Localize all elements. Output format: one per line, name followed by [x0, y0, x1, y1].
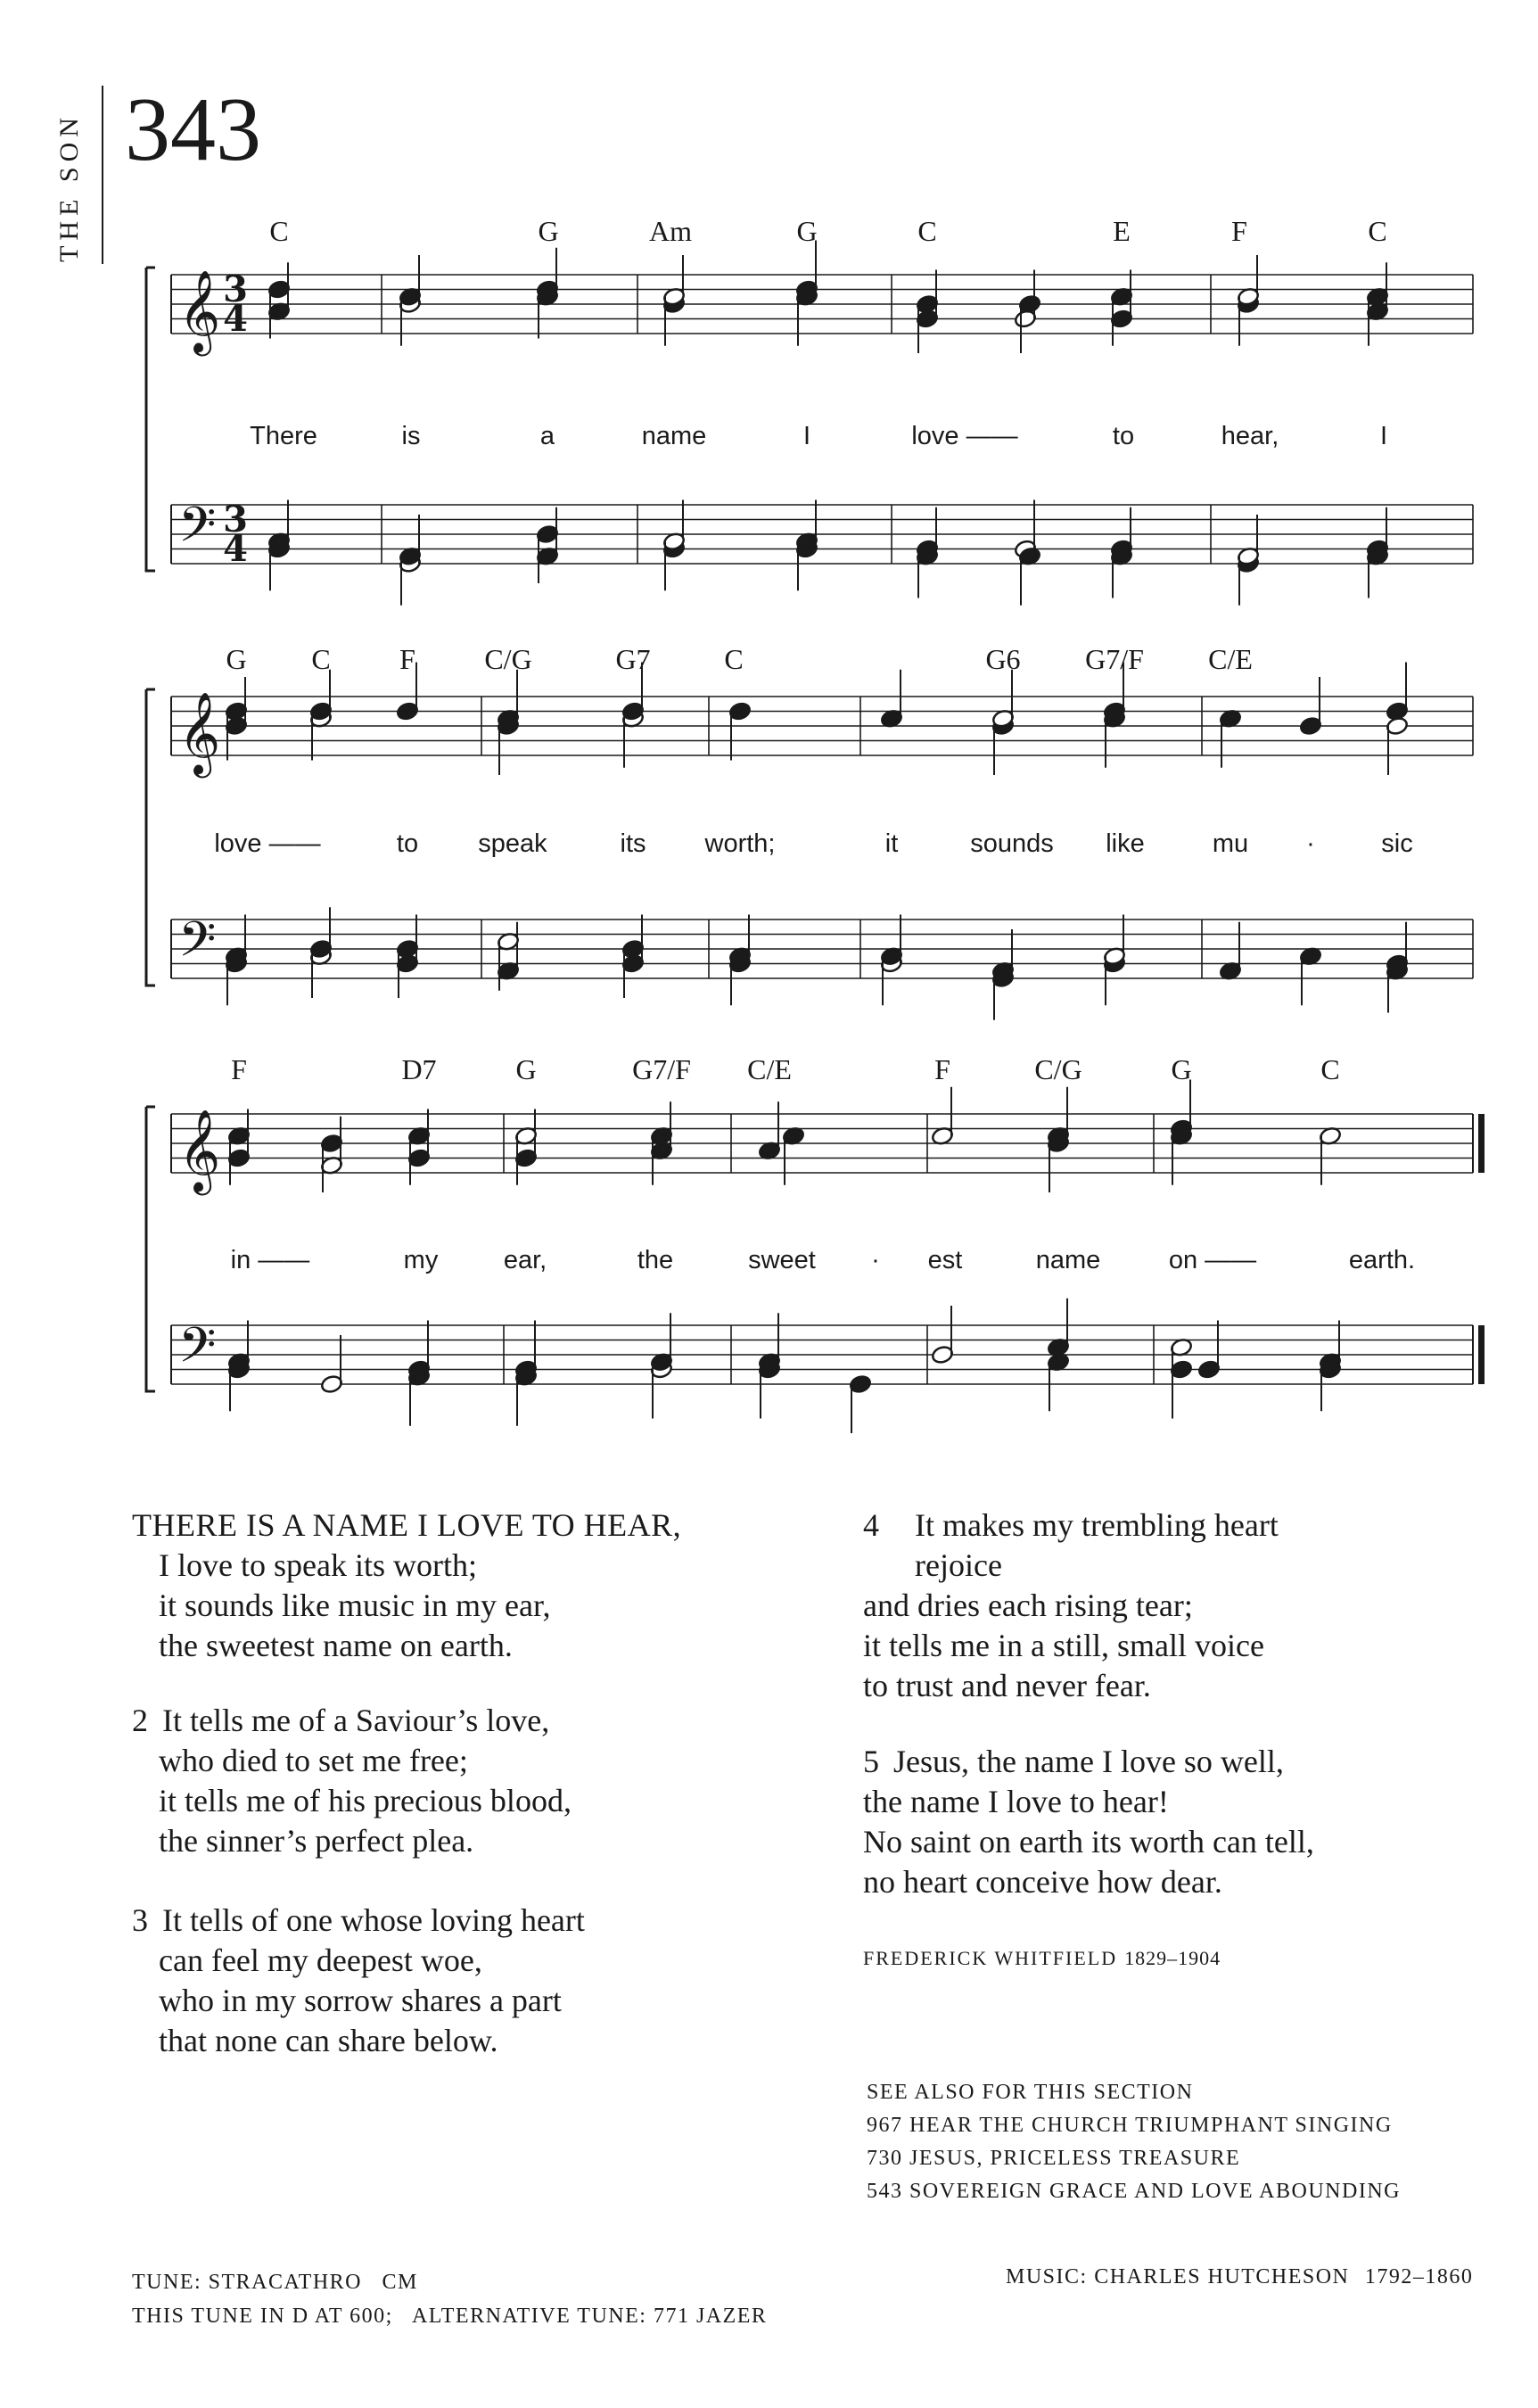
verse-number: 5: [863, 1744, 879, 1779]
treble-clef-icon: 𝄞: [178, 269, 221, 352]
final-barline: [1478, 1114, 1485, 1173]
music-system: [146, 1053, 1485, 1433]
see-also-item[interactable]: [867, 2142, 1401, 2175]
lyric-syllable: There: [250, 422, 317, 450]
chord-symbol: C: [1368, 215, 1387, 247]
verse-line: that none can share below.: [159, 2023, 498, 2058]
verse-1: [132, 1505, 681, 1666]
see-also-item[interactable]: [867, 2109, 1401, 2142]
music-system: [146, 215, 1473, 606]
verse-line-text: It tells me of a Saviour’s love,: [162, 1703, 550, 1738]
verse-4: [863, 1505, 1279, 1706]
lyric-syllable: worth;: [704, 829, 776, 858]
chord-symbol: E: [1113, 215, 1131, 247]
chord-symbol: Am: [649, 215, 692, 247]
alternative-tune: THIS TUNE IN D AT 600; ALTERNATIVE TUNE: 771 JAZER: [132, 2305, 768, 2328]
lyric-syllable: love ——: [911, 422, 1018, 450]
lyric-syllable: earth.: [1348, 1246, 1416, 1274]
section-label-text: THE SON: [54, 112, 84, 262]
lyric-syllable: in ——: [230, 1246, 310, 1274]
lyric-syllable: speak: [478, 829, 547, 858]
final-barline: [1478, 1325, 1485, 1384]
verse-line: rejoice: [915, 1547, 1002, 1583]
verse-line-text: It makes my trembling heart: [915, 1507, 1279, 1543]
lyric-syllable: sic: [1381, 829, 1413, 858]
verse-line: no heart conceive how dear.: [863, 1864, 1222, 1900]
chord-symbol: G: [538, 215, 559, 247]
system-bracket: [146, 1107, 155, 1391]
verse-line: I love to speak its worth;: [159, 1547, 477, 1583]
tune-info: [132, 2265, 767, 2333]
verse-number: 2: [132, 1703, 148, 1738]
chord-symbol: C/E: [747, 1053, 792, 1085]
chord-symbol: G: [1171, 1053, 1192, 1085]
music-credit: [1006, 2265, 1473, 2289]
verse-line: who in my sorrow shares a part: [159, 1983, 562, 2018]
chord-symbol: C: [1320, 1053, 1340, 1085]
see-also-number: 967: [867, 2114, 903, 2137]
see-also-title: JESUS, PRICELESS TREASURE: [909, 2147, 1241, 2170]
verse-line: can feel my deepest woe,: [159, 1942, 482, 1978]
lyric-syllable: hear,: [1221, 422, 1279, 450]
chord-symbol: C/G: [1034, 1053, 1082, 1085]
time-signature-top: 3: [223, 499, 248, 540]
verse-line: the sweetest name on earth.: [159, 1628, 513, 1663]
music-system: [146, 643, 1473, 1020]
chord-symbol: C: [724, 643, 744, 675]
verse-line-text: It tells of one whose loving heart: [162, 1902, 585, 1938]
lyric-syllable: I: [802, 422, 811, 450]
verse-line: the sinner’s perfect plea.: [159, 1823, 474, 1859]
lyric-syllable: ·: [871, 1246, 880, 1274]
verse-line: it tells me of his precious blood,: [159, 1783, 572, 1818]
lyric-syllable: sounds: [970, 829, 1054, 858]
verse-line-text: Jesus, the name I love so well,: [893, 1744, 1284, 1779]
chord-symbol: F: [399, 643, 415, 675]
see-also-number: 730: [867, 2147, 903, 2170]
lyric-syllable: name: [1035, 1246, 1101, 1274]
lyric-syllable: mu: [1212, 829, 1249, 858]
verse-line: [863, 1505, 1279, 1546]
lyric-syllable: est: [927, 1246, 963, 1274]
lyric-syllable: on ——: [1168, 1246, 1257, 1274]
treble-clef-icon: 𝄞: [178, 691, 221, 774]
bass-clef-icon: 𝄢: [178, 496, 217, 565]
bass-clef-icon: 𝄢: [178, 911, 217, 980]
lyric-syllable: its: [620, 829, 646, 858]
music-dates: 1792–1860: [1364, 2265, 1474, 2288]
verse-number: 4: [863, 1507, 879, 1543]
lyric-syllable: like: [1106, 829, 1145, 858]
tune-name: TUNE: STRACATHRO CM: [132, 2271, 418, 2294]
time-signature-top: 3: [223, 268, 248, 310]
verse-line: it sounds like music in my ear,: [159, 1587, 551, 1623]
lyric-syllable: it: [884, 829, 899, 858]
chord-symbol: G: [226, 643, 247, 675]
chord-symbol: D7: [401, 1053, 437, 1085]
see-also-number: 543: [867, 2180, 903, 2203]
lyric-syllable: ·: [1306, 829, 1315, 858]
system-bracket: [146, 268, 155, 571]
lyric-syllable: a: [539, 422, 555, 450]
time-signature-bottom: 4: [223, 298, 248, 340]
chord-symbol: C: [917, 215, 937, 247]
chord-symbol: F: [934, 1053, 950, 1085]
chord-symbol: C: [269, 215, 289, 247]
chord-symbol: C: [311, 643, 331, 675]
verse-line: [132, 1701, 572, 1741]
treble-clef-icon: 𝄞: [178, 1109, 221, 1192]
chord-symbol: C/E: [1208, 643, 1253, 675]
chord-symbol: G7/F: [1085, 643, 1144, 675]
see-also-heading: SEE ALSO FOR THIS SECTION: [867, 2081, 1194, 2104]
see-also-title: HEAR THE CHURCH TRIUMPHANT SINGING: [909, 2114, 1393, 2137]
chord-symbol: F: [231, 1053, 247, 1085]
lyric-syllable: name: [641, 422, 707, 450]
chord-symbol: G7: [615, 643, 651, 675]
chord-symbol: G: [515, 1053, 537, 1085]
music-composer: MUSIC: CHARLES HUTCHESON: [1006, 2265, 1350, 2288]
lyric-syllable: the: [637, 1246, 674, 1274]
verse-5: [863, 1742, 1314, 1902]
see-also-title: SOVEREIGN GRACE AND LOVE ABOUNDING: [909, 2180, 1401, 2203]
verse-line: [863, 1742, 1314, 1782]
verse-line: and dries each rising tear;: [863, 1587, 1193, 1623]
chord-symbol: G6: [985, 643, 1021, 675]
time-signature-bottom: 4: [223, 528, 248, 570]
verse-line: the name I love to hear!: [863, 1784, 1169, 1819]
verse-2: [132, 1701, 572, 1861]
lyric-syllable: is: [401, 422, 421, 450]
see-also: [867, 2076, 1401, 2208]
chord-symbol: C/G: [484, 643, 532, 675]
verse-number: 3: [132, 1902, 148, 1938]
author-name: FREDERICK WHITFIELD: [863, 1947, 1118, 1969]
verse-3: [132, 1901, 585, 2061]
see-also-item[interactable]: [867, 2175, 1401, 2208]
bass-clef-icon: 𝄢: [178, 1316, 217, 1386]
chord-symbol: G7/F: [632, 1053, 691, 1085]
chord-symbol: G: [796, 215, 818, 247]
lyric-syllable: love ——: [214, 829, 321, 858]
verse-line: [132, 1901, 585, 1941]
verse-line: to trust and never fear.: [863, 1668, 1151, 1703]
author-dates: 1829–1904: [1124, 1947, 1221, 1969]
lyric-syllable: my: [403, 1246, 439, 1274]
system-bracket: [146, 689, 155, 985]
lyric-syllable: I: [1379, 422, 1388, 450]
lyric-syllable: ear,: [503, 1246, 547, 1274]
lyric-syllable: sweet: [748, 1246, 816, 1274]
verse-line: it tells me in a still, small voice: [863, 1628, 1264, 1663]
lyric-syllable: to: [1112, 422, 1135, 450]
hymn-number: 343: [125, 79, 261, 180]
lyric-syllable: to: [396, 829, 419, 858]
author-credit: [863, 1947, 1221, 1970]
verse-1-title: THERE IS A NAME I LOVE TO HEAR,: [132, 1507, 682, 1543]
verse-line: No saint on earth its worth can tell,: [863, 1824, 1314, 1860]
verse-line: who died to set me free;: [159, 1743, 468, 1778]
chord-symbol: F: [1231, 215, 1247, 247]
